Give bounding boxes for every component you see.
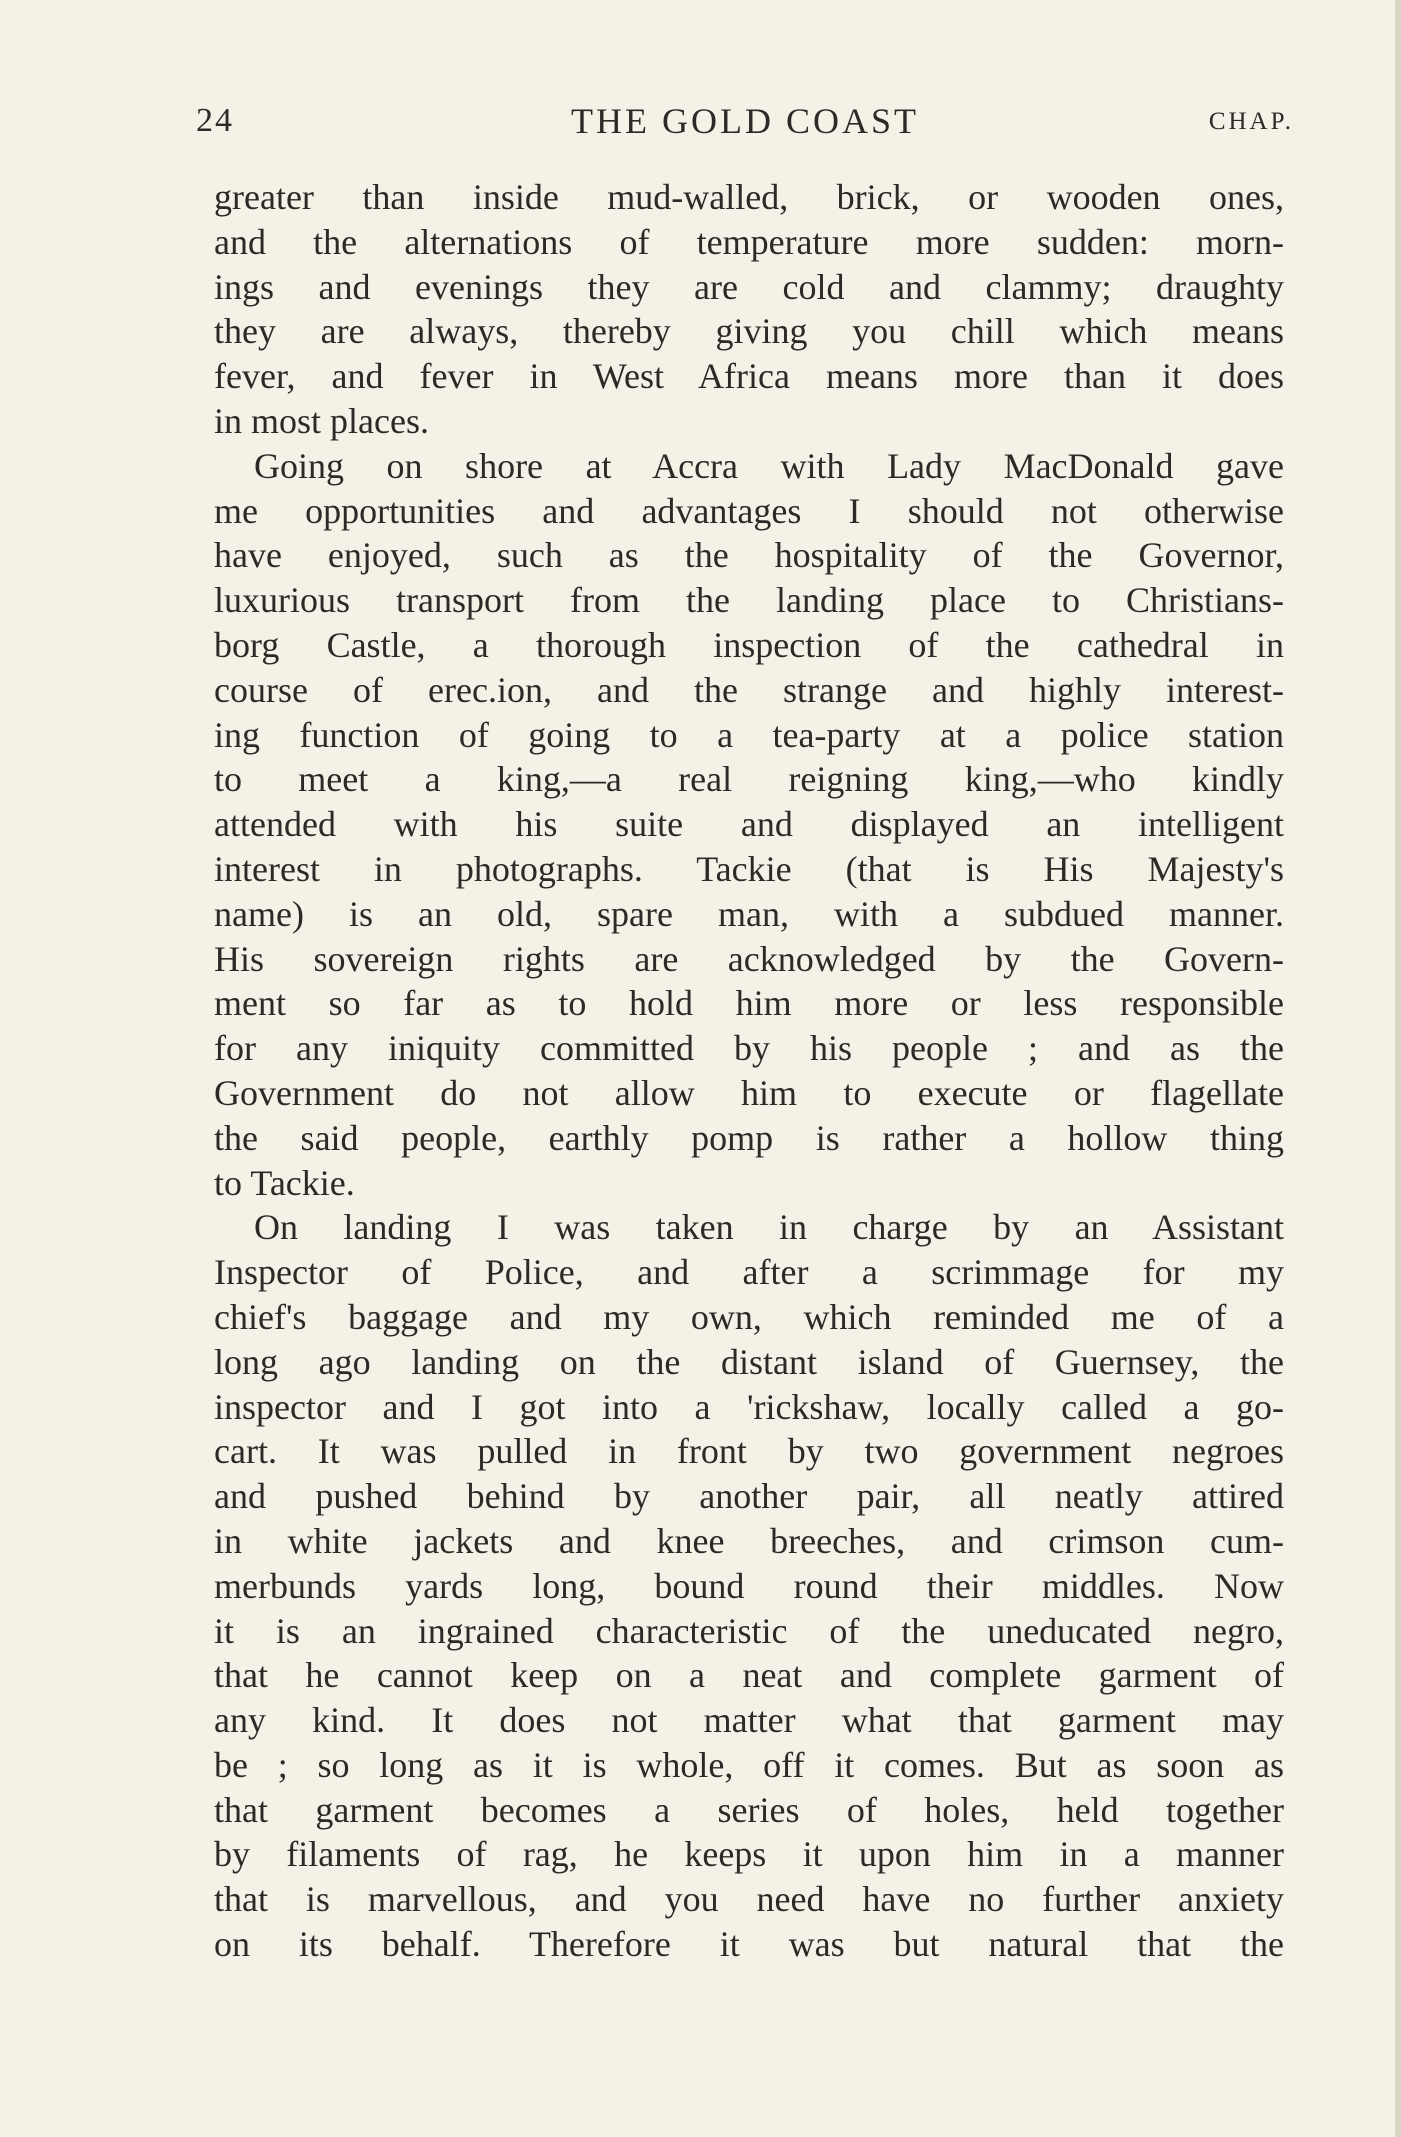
text-line: and the alternations of temperature more sudden: morn- [214, 221, 1284, 262]
text-line: they are always, thereby giving you chill which means [214, 311, 1284, 352]
text-line: in most places. [214, 400, 429, 441]
body-text [214, 175, 1284, 1967]
paragraph [214, 175, 1284, 444]
text-line: that he cannot keep on a neat and complete garment of [214, 1655, 1284, 1696]
text-line: chief's baggage and my own, which reminded me of a [214, 1296, 1284, 1337]
text-line: Inspector of Police, and after a scrimmage for my [214, 1252, 1284, 1293]
text-line: cart. It was pulled in front by two government negroes [214, 1431, 1284, 1472]
text-line: that is marvellous, and you need have no further anxiety [214, 1879, 1284, 1920]
text-line: in white jackets and knee breeches, and crimson cum- [214, 1520, 1284, 1561]
text-line: On landing I was taken in charge by an Assistant [254, 1207, 1284, 1248]
text-line: fever, and fever in West Africa means more than it does [214, 356, 1284, 397]
text-line: by filaments of rag, he keeps it upon him in a manner [214, 1834, 1284, 1875]
text-line: name) is an old, spare man, with a subdued manner. [214, 893, 1284, 934]
chapter-mark: CHAP. [1208, 108, 1294, 135]
text-line: luxurious transport from the landing place to Christians- [214, 580, 1284, 621]
text-line: borg Castle, a thorough inspection of the cathedral in [214, 624, 1284, 665]
text-line: it is an ingrained characteristic of the uneducated negro, [214, 1610, 1284, 1651]
text-line: that garment becomes a series of holes, held together [214, 1789, 1284, 1830]
running-header [194, 100, 1296, 160]
text-line: ment so far as to hold him more or less responsible [214, 983, 1284, 1024]
text-line: inspector and I got into a 'rickshaw, locally called a go- [214, 1386, 1284, 1427]
text-line: merbunds yards long, bound round their middles. Now [214, 1565, 1284, 1606]
text-line: any kind. It does not matter what that garment may [214, 1700, 1284, 1741]
text-line: ing function of going to a tea-party at a police station [214, 714, 1284, 755]
running-title: THE GOLD COAST [571, 101, 919, 141]
text-line: long ago landing on the distant island of Guernsey, the [214, 1341, 1284, 1382]
text-line: to Tackie. [214, 1162, 355, 1203]
text-line: course of erec.ion, and the strange and highly interest- [214, 669, 1284, 710]
text-line: Government do not allow him to execute or flagellate [214, 1072, 1284, 1113]
text-line: for any iniquity committed by his people ; and as the [214, 1028, 1284, 1069]
text-line: His sovereign rights are acknowledged by the Govern- [214, 938, 1284, 979]
paragraph [214, 444, 1284, 1206]
text-line: be ; so long as it is whole, off it comes. But as soon as [214, 1744, 1284, 1785]
text-line: to meet a king,—a real reigning king,—who kindly [214, 759, 1284, 800]
page-number: 24 [196, 102, 234, 139]
text-line: ings and evenings they are cold and clammy; draughty [214, 266, 1284, 307]
text-line: attended with his suite and displayed an intelligent [214, 804, 1284, 845]
text-line: greater than inside mud-walled, brick, or wooden ones, [214, 177, 1284, 217]
text-line: interest in photographs. Tackie (that is His Majesty's [214, 848, 1284, 889]
text-line: the said people, earthly pomp is rather a hollow thing [214, 1117, 1284, 1158]
text-line: on its behalf. Therefore it was but natural that the [214, 1924, 1284, 1965]
text-line: and pushed behind by another pair, all neatly attired [214, 1476, 1284, 1517]
text-line: me opportunities and advantages I should not otherwise [214, 490, 1284, 531]
page-edge [1395, 0, 1401, 2137]
text-line: Going on shore at Accra with Lady MacDonald gave [254, 445, 1284, 486]
text-line: have enjoyed, such as the hospitality of the Governor, [214, 535, 1284, 576]
paragraph [214, 1205, 1284, 1967]
